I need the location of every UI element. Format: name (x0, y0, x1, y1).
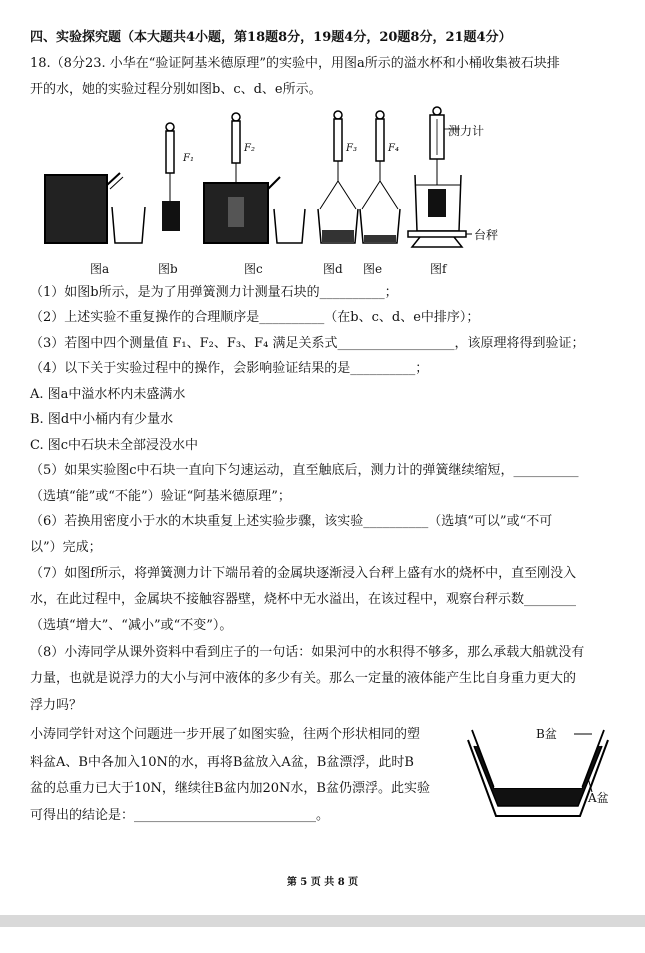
q18-option-a: A. 图a中溢水杯内未盛满水 (30, 387, 186, 402)
basin-figure (462, 718, 622, 828)
figure-a (45, 173, 145, 243)
q18-part8-line6: 盆的总重力已大于10N，继续往B盆内加20N水，B盆仍漂浮。此实验 (30, 781, 430, 796)
q18-part4: （4）以下关于实验过程中的操作，会影响验证结果的是__________； (30, 361, 429, 376)
section-title: 四、实验探究题（本大题共4小题，第18题8分，19题4分，20题8分，21题4分） (30, 30, 512, 45)
meter-label: 测力计 (448, 124, 485, 138)
caption-fig-d: 图d (323, 262, 343, 276)
caption-fig-b: 图b (158, 262, 178, 276)
figure-e (360, 111, 400, 243)
q18-part5-line2: （选填“能”或“不能”）验证“阿基米德原理”； (30, 489, 291, 504)
q18-intro-line1: 18.（8分23. 小华在“验证阿基米德原理”的实验中，用图a所示的溢水杯和小桶收集被石块排 (30, 56, 560, 71)
page-footer: 第 5 页 共 8 页 (286, 877, 359, 888)
q18-part7-line3: （选填“增大”、“减小”或“不变”）。 (30, 618, 233, 633)
q18-intro-line2: 开的水，她的实验过程分别如图b、c、d、e所示。 (30, 82, 322, 97)
force-label-f4: F₄ (388, 143, 399, 154)
q18-part8-line4: 小涛同学针对这个问题进一步开展了如图实验，往两个形状相同的塑 (30, 727, 421, 742)
figure-b (162, 123, 180, 231)
figure-c (204, 113, 305, 243)
force-label-f2: F₂ (244, 143, 255, 154)
q18-option-b: B. 图d中小桶内有少量水 (30, 412, 174, 427)
q18-part8-line3: 浮力吗？ (30, 698, 83, 713)
caption-fig-c: 图c (244, 262, 263, 276)
caption-fig-e: 图e (363, 262, 383, 276)
scale-label: 台秤 (474, 228, 499, 242)
q18-part8-line2: 力量，也就是说浮力的大小与河中液体的多少有关。那么一定量的液体能产生比自身重力更大的 (30, 671, 577, 686)
force-label-f1: F₁ (183, 153, 194, 164)
page-separator (0, 915, 645, 927)
q18-part2: （2）上述实验不重复操作的合理顺序是__________（在b、c、d、e中排序）； (30, 310, 480, 325)
blank-area (0, 927, 645, 953)
q18-part6-line1: （6）若换用密度小于水的木块重复上述实验步骤，该实验__________（选填“可以”或“不可 (30, 514, 553, 529)
q18-part8-line1: （8）小涛同学从课外资料中看到庄子的一句话：如果河中的水积得不够多，那么承载大船就没有 (30, 645, 585, 660)
basin-a-label: A盆 (588, 791, 609, 805)
q18-part7-line2: 水，在此过程中，金属块不接触容器壁，烧杯中无水溢出，在该过程中，观察台秤示数________ (30, 592, 577, 607)
q18-part5-line1: （5）如果实验图c中石块一直向下匀速运动，直至触底后，测力计的弹簧继续缩短，__________ (30, 463, 579, 478)
basin-b-label: B盆 (536, 727, 557, 741)
q18-part8-line5: 料盆A、B中各加入10N的水，再将B盆放入A盆，B盆漂浮，此时B (30, 755, 414, 770)
q18-option-c: C. 图c中石块未全部浸没水中 (30, 438, 199, 453)
caption-fig-f: 图f (430, 262, 447, 276)
q18-part3: （3）若图中四个测量值 F₁、F₂、F₃、F₄ 满足关系式__________________，该原理将得到验证； (30, 336, 585, 351)
force-label-f3: F₃ (346, 143, 357, 154)
experiment-figure (40, 105, 510, 283)
figure-d (318, 111, 358, 243)
q18-part7-line1: （7）如图f所示，将弹簧测力计下端吊着的金属块逐渐浸入台秤上盛有水的烧杯中，直至刚没入 (30, 566, 577, 581)
q18-part6-line2: 以”）完成； (30, 540, 102, 555)
caption-fig-a: 图a (90, 262, 110, 276)
q18-part1: （1）如图b所示，是为了用弹簧测力计测量石块的__________； (30, 285, 398, 300)
q18-part8-line7: 可得出的结论是：____________________________。 (30, 808, 330, 823)
